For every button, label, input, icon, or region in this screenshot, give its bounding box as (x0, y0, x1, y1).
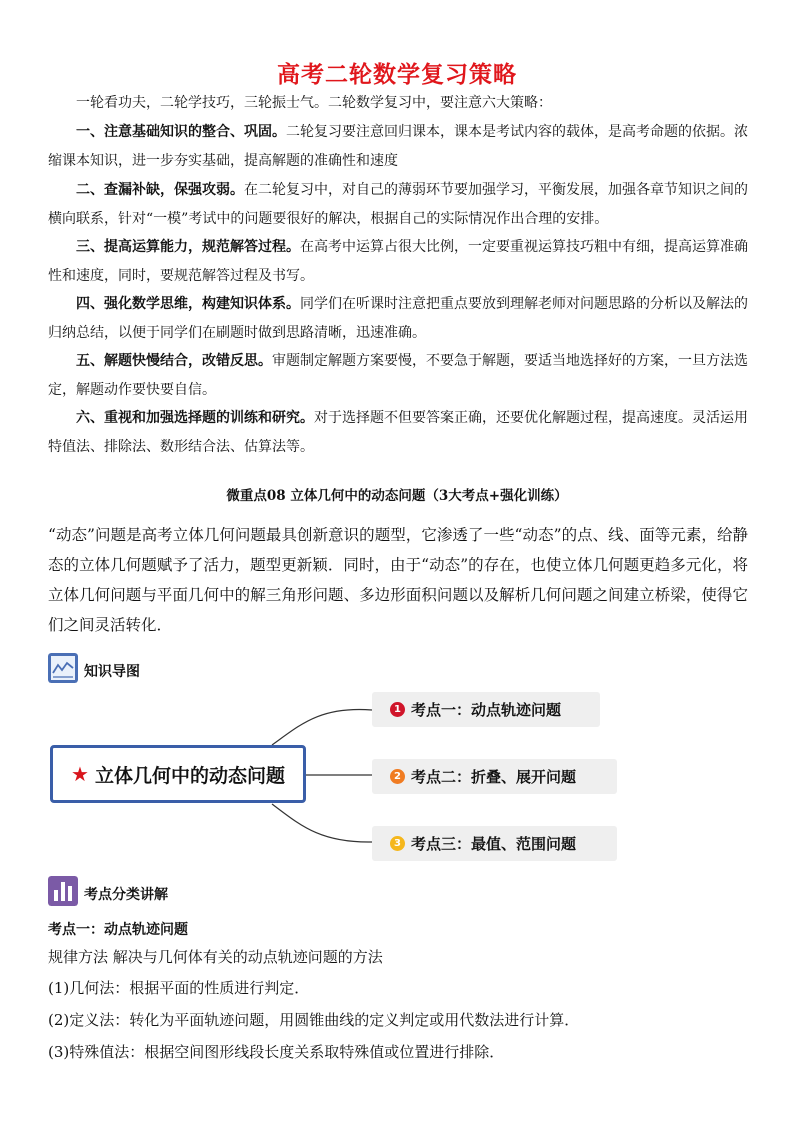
strategy-4-text: 同学们在听课时注意把重点要放到理解老师对问题思路的分析以及解法的归纳总结，以便于同学们在刷题时做到思路清晰，迅速准确。 (48, 296, 748, 341)
explain-section-label: 考点分类讲解 (84, 887, 168, 903)
kp1-title: 考点一：动点轨迹问题 (48, 922, 188, 938)
mindmap-center (50, 745, 306, 803)
mindmap-leaf-2 (372, 759, 617, 794)
number-badge-3: 3 (390, 836, 405, 851)
mindmap-leaf-3-label: 考点三：最值、范围问题 (411, 835, 577, 853)
strategy-1-text: 二轮复习要注意回归课本，课本是考试内容的载体，是高考命题的依据。浓缩课本知识，进一步夯实基础，提高解题的准确性和速度 (48, 124, 748, 169)
mindmap-leaf-1 (372, 692, 600, 727)
dynamic-intro: “动态”问题是高考立体几何问题最具创新意识的题型，它渗透了一些“动态”的点、线、面等元素，给静态的立体几何题赋予了活力，题型更新颖．同时，由于“动态”的存在，也使立体几何题更趋多元化，将立体几何问题与平面几何中的解三角形问题、多边形面积问题以及解析几何问题之间建立桥梁，使得它们之间灵活转化． (48, 526, 748, 634)
strategy-4 (48, 290, 748, 347)
mindmap-center-label: 立体几何中的动态问题 (94, 764, 285, 787)
page-title: 高考二轮数学复习策略 (277, 62, 517, 88)
strategy-6-text: 对于选择题不但要答案正确，还要优化解题过程，提高速度。灵活运用特值法、排除法、数形结合法、估算法等。 (48, 410, 748, 455)
section-subheading: 微重点08 立体几何中的动态问题（3大考点+强化训练） (226, 488, 568, 504)
strategy-2-heading: 二、查漏补缺，保强攻弱。 (76, 182, 244, 198)
star-icon: ★ (71, 762, 89, 786)
strategy-5-text: 审题制定解题方案要慢，不要急于解题，要适当地选择好的方案，一旦方法选定，解题动作要快要自信。 (48, 353, 748, 398)
mindmap-leaf-2-label: 考点二：折叠、展开问题 (411, 768, 577, 786)
kp1-method: 规律方法 解决与几何体有关的动点轨迹问题的方法 (48, 948, 383, 966)
strategy-5-heading: 五、解题快慢结合，改错反思。 (76, 353, 272, 369)
strategy-1-heading: 一、注意基础知识的整合、巩固。 (76, 124, 286, 140)
bar-chart-icon (48, 876, 78, 906)
strategy-3-heading: 三、提高运算能力，规范解答过程。 (76, 239, 300, 255)
strategy-3 (48, 233, 748, 290)
intro-line: 一轮看功夫，二轮学技巧，三轮振士气。二轮数学复习中，要注意六大策略： (76, 95, 552, 111)
mindmap-section-label: 知识导图 (84, 664, 140, 680)
strategy-6-heading: 六、重视和加强选择题的训练和研究。 (76, 410, 314, 426)
kp1-item-2: (2)定义法：转化为平面轨迹问题，用圆锥曲线的定义判定或用代数法进行计算． (48, 1011, 580, 1029)
strategy-2 (48, 176, 748, 233)
kp1-item-1: (1)几何法：根据平面的性质进行判定． (48, 979, 310, 997)
kp1-item-3: (3)特殊值法：根据空间图形线段长度关系取特殊值或位置进行排除． (48, 1043, 505, 1061)
number-badge-1: 1 (390, 702, 405, 717)
strategy-3-text: 在高考中运算占很大比例，一定要重视运算技巧粗中有细，提高运算准确性和速度，同时，要规范解答过程及书写。 (48, 239, 748, 284)
mindmap-leaf-1-label: 考点一：动点轨迹问题 (411, 701, 562, 719)
strategy-4-heading: 四、强化数学思维，构建知识体系。 (76, 296, 300, 312)
strategy-5 (48, 347, 748, 404)
strategy-2-text: 在二轮复习中，对自己的薄弱环节要加强学习，平衡发展，加强各章节知识之间的横向联系，针对“一模”考试中的问题要很好的解决，根据自己的实际情况作出合理的安排。 (48, 182, 748, 227)
strategy-1 (48, 118, 748, 175)
number-badge-2: 2 (390, 769, 405, 784)
line-chart-icon (48, 653, 78, 683)
mindmap-leaf-3 (372, 826, 617, 861)
strategy-6 (48, 404, 748, 461)
